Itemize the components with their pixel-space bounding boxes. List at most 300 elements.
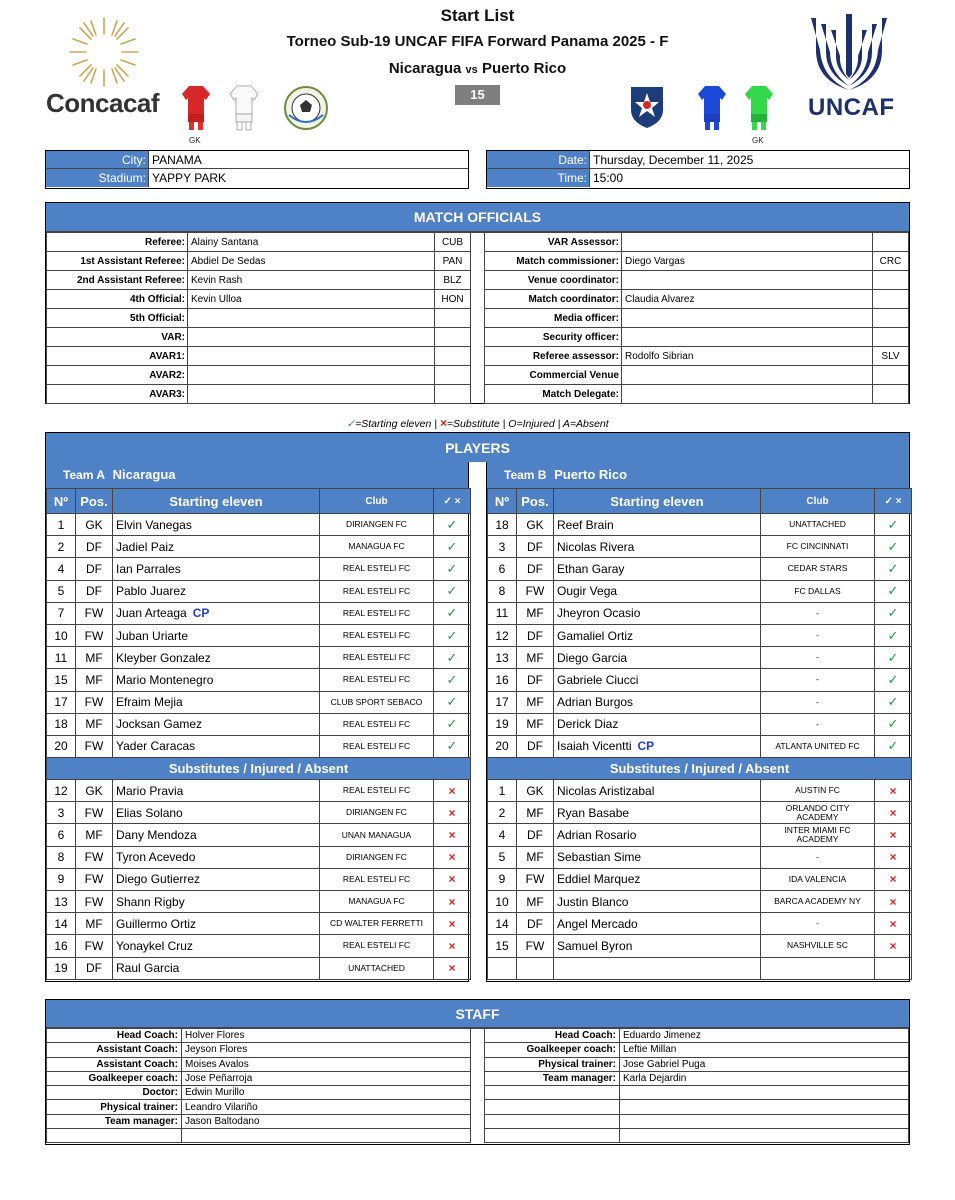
official-name xyxy=(188,347,435,366)
staff-b-table xyxy=(484,1028,909,1143)
team-b-panel xyxy=(486,462,910,982)
staff-role: Head Coach: xyxy=(47,1029,182,1043)
substitute-row xyxy=(47,868,471,890)
substitutes-header-row xyxy=(488,758,912,780)
fpf-crest-icon xyxy=(628,84,666,130)
official-row xyxy=(485,328,909,347)
staff-name: Leandro Vilariño xyxy=(182,1100,471,1114)
official-row xyxy=(485,290,909,309)
legend-starting: =Starting eleven | xyxy=(355,418,440,430)
staff-row xyxy=(47,1100,471,1114)
empty-cell xyxy=(620,1100,909,1114)
empty-cell xyxy=(517,957,554,979)
player-name: Derick Diaz xyxy=(557,717,619,732)
starting-check-icon: ✓ xyxy=(434,647,471,669)
official-row xyxy=(485,347,909,366)
player-position: FW xyxy=(517,935,554,957)
player-number: 19 xyxy=(488,713,517,735)
player-name: Gamaliel Ortiz xyxy=(557,628,634,643)
starting-check-icon: ✓ xyxy=(875,558,912,580)
player-position: MF xyxy=(76,669,113,691)
player-name: Jocksan Gamez xyxy=(116,717,203,732)
substitute-cross-icon: × xyxy=(434,868,471,890)
player-club: CLUB SPORT SEBACO xyxy=(320,691,434,713)
player-name: Nicolas Rivera xyxy=(557,539,635,554)
player-name: Justin Blanco xyxy=(554,891,761,913)
concacaf-logo-text: Concacaf xyxy=(46,88,160,118)
empty-cell xyxy=(620,1129,909,1143)
city-row xyxy=(46,151,468,169)
away-gk-kit-icon xyxy=(744,84,774,132)
col-header-club: Club xyxy=(761,489,875,514)
starting-check-icon: ✓ xyxy=(434,713,471,735)
official-country-code xyxy=(873,309,909,328)
time-label: Time: xyxy=(487,169,590,187)
player-number: 7 xyxy=(47,602,76,624)
starting-check-icon: ✓ xyxy=(875,647,912,669)
concacaf-sun-icon xyxy=(66,14,142,90)
captain-badge: CP xyxy=(192,606,210,621)
player-club: DIRIANGEN FC xyxy=(320,846,434,868)
player-club: CEDAR STARS xyxy=(761,558,875,580)
player-row xyxy=(47,691,471,713)
venue-box-left xyxy=(45,150,469,189)
player-number: 11 xyxy=(47,647,76,669)
player-name: Efraim Mejia xyxy=(116,695,183,710)
player-club: REAL ESTELI FC xyxy=(320,602,434,624)
legend-check-icon: ✓ xyxy=(346,418,356,430)
column-header-row xyxy=(47,489,471,514)
player-position: FW xyxy=(76,602,113,624)
player-number: 13 xyxy=(47,891,76,913)
player-club: REAL ESTELI FC xyxy=(320,647,434,669)
substitute-row xyxy=(488,824,912,846)
player-name-cell xyxy=(554,580,761,602)
starting-check-icon: ✓ xyxy=(875,669,912,691)
player-name: Yader Caracas xyxy=(116,739,196,754)
home-team-name: Nicaragua xyxy=(388,60,462,77)
substitute-row xyxy=(47,957,471,979)
player-number: 18 xyxy=(47,713,76,735)
away-team-name: Puerto Rico xyxy=(481,60,567,77)
player-club: MANAGUA FC xyxy=(320,891,434,913)
team-b-name: Puerto Rico xyxy=(554,467,628,482)
player-row xyxy=(47,514,471,536)
staff-name: Holver Flores xyxy=(182,1029,471,1043)
col-header-number: Nº xyxy=(47,489,76,514)
player-name: Pablo Juarez xyxy=(116,584,187,599)
substitute-cross-icon: × xyxy=(434,891,471,913)
staff-role: Goalkeeper coach: xyxy=(47,1071,182,1085)
official-name xyxy=(188,309,435,328)
substitute-row xyxy=(488,913,912,935)
starting-check-icon: ✓ xyxy=(434,558,471,580)
official-label: 4th Official: xyxy=(47,290,188,309)
official-name xyxy=(622,366,873,385)
player-number: 11 xyxy=(488,602,517,624)
player-club: UNATTACHED xyxy=(761,514,875,536)
official-name xyxy=(188,328,435,347)
official-country-code xyxy=(435,328,471,347)
player-club: FC CINCINNATI xyxy=(761,536,875,558)
player-club: IDA VALENCIA xyxy=(761,868,875,890)
player-name: Elvin Vanegas xyxy=(116,517,192,532)
substitute-row xyxy=(47,824,471,846)
player-row xyxy=(488,713,912,735)
substitute-row xyxy=(488,935,912,957)
player-row xyxy=(488,536,912,558)
official-label: Referee assessor: xyxy=(485,347,622,366)
official-label: Venue coordinator: xyxy=(485,271,622,290)
player-position: GK xyxy=(76,514,113,536)
player-number: 15 xyxy=(488,935,517,957)
official-row xyxy=(47,290,471,309)
substitute-cross-icon: × xyxy=(434,913,471,935)
fenifut-crest-icon xyxy=(283,85,329,131)
date-label: Date: xyxy=(487,151,590,168)
staff-name: Jose Peñarroja xyxy=(182,1071,471,1085)
player-position: DF xyxy=(517,558,554,580)
player-name-cell xyxy=(554,514,761,536)
empty-cell xyxy=(488,957,517,979)
substitute-row xyxy=(47,891,471,913)
player-name-cell xyxy=(113,536,320,558)
official-label: Security officer: xyxy=(485,328,622,347)
staff-row xyxy=(47,1057,471,1071)
player-position: DF xyxy=(517,735,554,757)
substitutes-title: Substitutes / Injured / Absent xyxy=(47,758,471,780)
empty-cell xyxy=(554,957,761,979)
official-name xyxy=(622,271,873,290)
starting-check-icon: ✓ xyxy=(875,514,912,536)
empty-cell xyxy=(182,1129,471,1143)
player-name: Angel Mercado xyxy=(554,913,761,935)
substitute-cross-icon: × xyxy=(875,824,912,846)
player-name: Kleyber Gonzalez xyxy=(116,650,211,665)
official-label: AVAR3: xyxy=(47,385,188,404)
player-name-cell xyxy=(113,713,320,735)
official-country-code xyxy=(873,271,909,290)
staff-name: Jeyson Flores xyxy=(182,1043,471,1057)
player-position: FW xyxy=(517,868,554,890)
officials-left-table xyxy=(46,232,471,404)
substitute-row xyxy=(47,802,471,824)
player-name-cell xyxy=(113,580,320,602)
starting-check-icon: ✓ xyxy=(434,536,471,558)
team-b-table xyxy=(487,488,912,980)
player-name-cell xyxy=(113,735,320,757)
col-header-mark: ✓ × xyxy=(875,489,912,514)
player-position: FW xyxy=(76,891,113,913)
player-row xyxy=(488,624,912,646)
player-position: DF xyxy=(517,824,554,846)
staff-row xyxy=(485,1071,909,1085)
player-number: 6 xyxy=(488,558,517,580)
player-number: 17 xyxy=(488,691,517,713)
substitute-row xyxy=(488,802,912,824)
player-club: REAL ESTELI FC xyxy=(320,669,434,691)
official-row xyxy=(47,252,471,271)
player-number: 10 xyxy=(488,891,517,913)
player-number: 20 xyxy=(47,735,76,757)
player-name: Nicolas Aristizabal xyxy=(554,780,761,802)
player-position: MF xyxy=(517,602,554,624)
staff-row xyxy=(47,1114,471,1128)
player-number: 4 xyxy=(488,824,517,846)
stadium-row xyxy=(46,169,468,187)
starting-check-icon: ✓ xyxy=(875,735,912,757)
starting-check-icon: ✓ xyxy=(875,713,912,735)
player-number: 9 xyxy=(488,868,517,890)
col-header-mark: ✓ × xyxy=(434,489,471,514)
player-row xyxy=(488,691,912,713)
player-position: MF xyxy=(76,913,113,935)
staff-name: Jose Gabriel Puga xyxy=(620,1057,909,1071)
substitute-cross-icon: × xyxy=(875,935,912,957)
official-label: Commercial Venue xyxy=(485,366,622,385)
player-name-cell xyxy=(554,691,761,713)
starting-check-icon: ✓ xyxy=(875,580,912,602)
team-a-name: Nicaragua xyxy=(112,467,176,482)
vs-label: vs xyxy=(465,64,478,76)
starting-check-icon: ✓ xyxy=(434,735,471,757)
player-club: REAL ESTELI FC xyxy=(320,624,434,646)
official-label: AVAR2: xyxy=(47,366,188,385)
player-club: - xyxy=(761,669,875,691)
player-name-cell xyxy=(554,624,761,646)
staff-row xyxy=(47,1071,471,1085)
player-club: - xyxy=(761,713,875,735)
official-row xyxy=(47,328,471,347)
player-position: MF xyxy=(517,802,554,824)
staff-name: Eduardo Jimenez xyxy=(620,1029,909,1043)
player-name: Reef Brain xyxy=(557,517,614,532)
staff-box xyxy=(45,999,910,1145)
player-number: 20 xyxy=(488,735,517,757)
player-club: - xyxy=(761,602,875,624)
official-label: VAR Assessor: xyxy=(485,233,622,252)
substitute-cross-icon: × xyxy=(875,868,912,890)
empty-cell xyxy=(485,1086,620,1100)
col-header-position: Pos. xyxy=(517,489,554,514)
col-header-starting: Starting eleven xyxy=(113,489,320,514)
starting-check-icon: ✓ xyxy=(875,691,912,713)
col-header-starting: Starting eleven xyxy=(554,489,761,514)
player-name: Juban Uriarte xyxy=(116,628,189,643)
official-name: Kevin Rash xyxy=(188,271,435,290)
player-row xyxy=(488,669,912,691)
player-position: GK xyxy=(517,514,554,536)
team-a-header xyxy=(46,462,468,488)
player-position: MF xyxy=(517,713,554,735)
empty-row xyxy=(485,1114,909,1128)
substitute-cross-icon: × xyxy=(875,891,912,913)
player-club: - xyxy=(761,913,875,935)
match-number: 15 xyxy=(455,85,500,105)
player-name: Guillermo Ortiz xyxy=(113,913,320,935)
player-name: Jheyron Ocasio xyxy=(557,606,641,621)
official-row xyxy=(485,233,909,252)
player-position: GK xyxy=(76,780,113,802)
empty-row xyxy=(485,1086,909,1100)
player-number: 19 xyxy=(47,957,76,979)
player-name: Tyron Acevedo xyxy=(113,846,320,868)
substitute-row xyxy=(47,935,471,957)
player-club: DIRIANGEN FC xyxy=(320,514,434,536)
substitute-cross-icon: × xyxy=(434,935,471,957)
player-club: DIRIANGEN FC xyxy=(320,802,434,824)
legend xyxy=(0,416,955,430)
official-country-code xyxy=(873,385,909,404)
player-club: ORLANDO CITY ACADEMY xyxy=(761,802,875,824)
substitute-row xyxy=(488,846,912,868)
player-club: UNATTACHED xyxy=(320,957,434,979)
player-number: 5 xyxy=(47,580,76,602)
official-country-code xyxy=(873,290,909,309)
official-label: 2nd Assistant Referee: xyxy=(47,271,188,290)
stadium-value: YAPPY PARK xyxy=(152,171,227,185)
player-row xyxy=(47,713,471,735)
player-number: 8 xyxy=(47,846,76,868)
official-row xyxy=(485,309,909,328)
empty-row xyxy=(488,957,912,979)
player-position: DF xyxy=(517,669,554,691)
player-number: 3 xyxy=(488,536,517,558)
official-name xyxy=(188,385,435,404)
column-header-row xyxy=(488,489,912,514)
away-player-kit-icon xyxy=(697,84,727,132)
player-club: CD WALTER FERRETTI xyxy=(320,913,434,935)
player-name: Dany Mendoza xyxy=(113,824,320,846)
player-position: DF xyxy=(517,624,554,646)
empty-row xyxy=(485,1100,909,1114)
player-name: Gabriele Ciucci xyxy=(557,672,639,687)
team-a-label: Team A xyxy=(63,468,106,482)
empty-row xyxy=(47,1129,471,1143)
player-row xyxy=(488,558,912,580)
official-country-code: CRC xyxy=(873,252,909,271)
player-number: 1 xyxy=(47,514,76,536)
substitute-row xyxy=(488,780,912,802)
empty-cell xyxy=(47,1129,182,1143)
player-number: 3 xyxy=(47,802,76,824)
player-name: Ian Parrales xyxy=(116,561,181,576)
substitute-row xyxy=(488,891,912,913)
player-position: DF xyxy=(76,580,113,602)
uncaf-emblem-icon xyxy=(808,10,890,92)
player-name: Samuel Byron xyxy=(554,935,761,957)
official-country-code: PAN xyxy=(435,252,471,271)
player-club: AUSTIN FC xyxy=(761,780,875,802)
col-header-position: Pos. xyxy=(76,489,113,514)
player-position: MF xyxy=(76,647,113,669)
player-name-cell xyxy=(554,536,761,558)
player-position: FW xyxy=(76,735,113,757)
official-name xyxy=(622,385,873,404)
player-number: 16 xyxy=(488,669,517,691)
empty-cell xyxy=(620,1114,909,1128)
player-club: REAL ESTELI FC xyxy=(320,780,434,802)
official-row xyxy=(485,271,909,290)
home-gk-label: GK xyxy=(189,136,201,145)
official-row xyxy=(47,366,471,385)
official-country-code: BLZ xyxy=(435,271,471,290)
official-name xyxy=(188,366,435,385)
player-position: FW xyxy=(76,868,113,890)
player-club: ATLANTA UNITED FC xyxy=(761,735,875,757)
starting-check-icon: ✓ xyxy=(875,624,912,646)
player-name-cell xyxy=(113,624,320,646)
staff-name: Jason Baltodano xyxy=(182,1114,471,1128)
player-club: - xyxy=(761,647,875,669)
player-position: DF xyxy=(76,558,113,580)
player-row xyxy=(488,735,912,757)
player-position: DF xyxy=(517,536,554,558)
player-club: INTER MIAMI FC ACADEMY xyxy=(761,824,875,846)
starting-check-icon: ✓ xyxy=(875,602,912,624)
empty-cell xyxy=(761,957,875,979)
official-country-code: CUB xyxy=(435,233,471,252)
official-row xyxy=(47,347,471,366)
staff-name: Moises Avalos xyxy=(182,1057,471,1071)
officials-box xyxy=(45,202,910,404)
official-label: Match coordinator: xyxy=(485,290,622,309)
player-name-cell xyxy=(554,713,761,735)
player-club: REAL ESTELI FC xyxy=(320,935,434,957)
staff-name: Edwin Murillo xyxy=(182,1086,471,1100)
player-name: Eddiel Marquez xyxy=(554,868,761,890)
official-country-code: SLV xyxy=(873,347,909,366)
player-row xyxy=(488,580,912,602)
player-row xyxy=(47,602,471,624)
substitute-cross-icon: × xyxy=(434,780,471,802)
player-row xyxy=(488,514,912,536)
player-number: 1 xyxy=(488,780,517,802)
team-b-header xyxy=(487,462,909,488)
staff-row xyxy=(485,1029,909,1043)
official-row xyxy=(47,385,471,404)
team-a-panel xyxy=(45,462,469,982)
player-name: Raul Garcia xyxy=(113,957,320,979)
starting-check-icon: ✓ xyxy=(875,536,912,558)
home-player-kit-icon xyxy=(229,84,259,132)
player-name: Adrian Rosario xyxy=(554,824,761,846)
staff-role: Physical trainer: xyxy=(485,1057,620,1071)
player-club: REAL ESTELI FC xyxy=(320,868,434,890)
substitutes-header-row xyxy=(47,758,471,780)
player-club: REAL ESTELI FC xyxy=(320,713,434,735)
staff-role: Assistant Coach: xyxy=(47,1043,182,1057)
player-position: MF xyxy=(517,647,554,669)
staff-role: Doctor: xyxy=(47,1086,182,1100)
player-position: MF xyxy=(517,691,554,713)
substitute-row xyxy=(47,846,471,868)
substitute-row xyxy=(47,780,471,802)
official-name: Abdiel De Sedas xyxy=(188,252,435,271)
player-name-cell xyxy=(554,735,761,757)
player-position: DF xyxy=(76,536,113,558)
uncaf-logo-text: UNCAF xyxy=(808,94,895,121)
official-row xyxy=(47,309,471,328)
col-header-number: Nº xyxy=(488,489,517,514)
starting-check-icon: ✓ xyxy=(434,691,471,713)
substitute-cross-icon: × xyxy=(434,802,471,824)
player-club: NASHVILLE SC xyxy=(761,935,875,957)
player-number: 12 xyxy=(488,624,517,646)
player-name-cell xyxy=(113,558,320,580)
starting-check-icon: ✓ xyxy=(434,624,471,646)
player-position: MF xyxy=(517,846,554,868)
